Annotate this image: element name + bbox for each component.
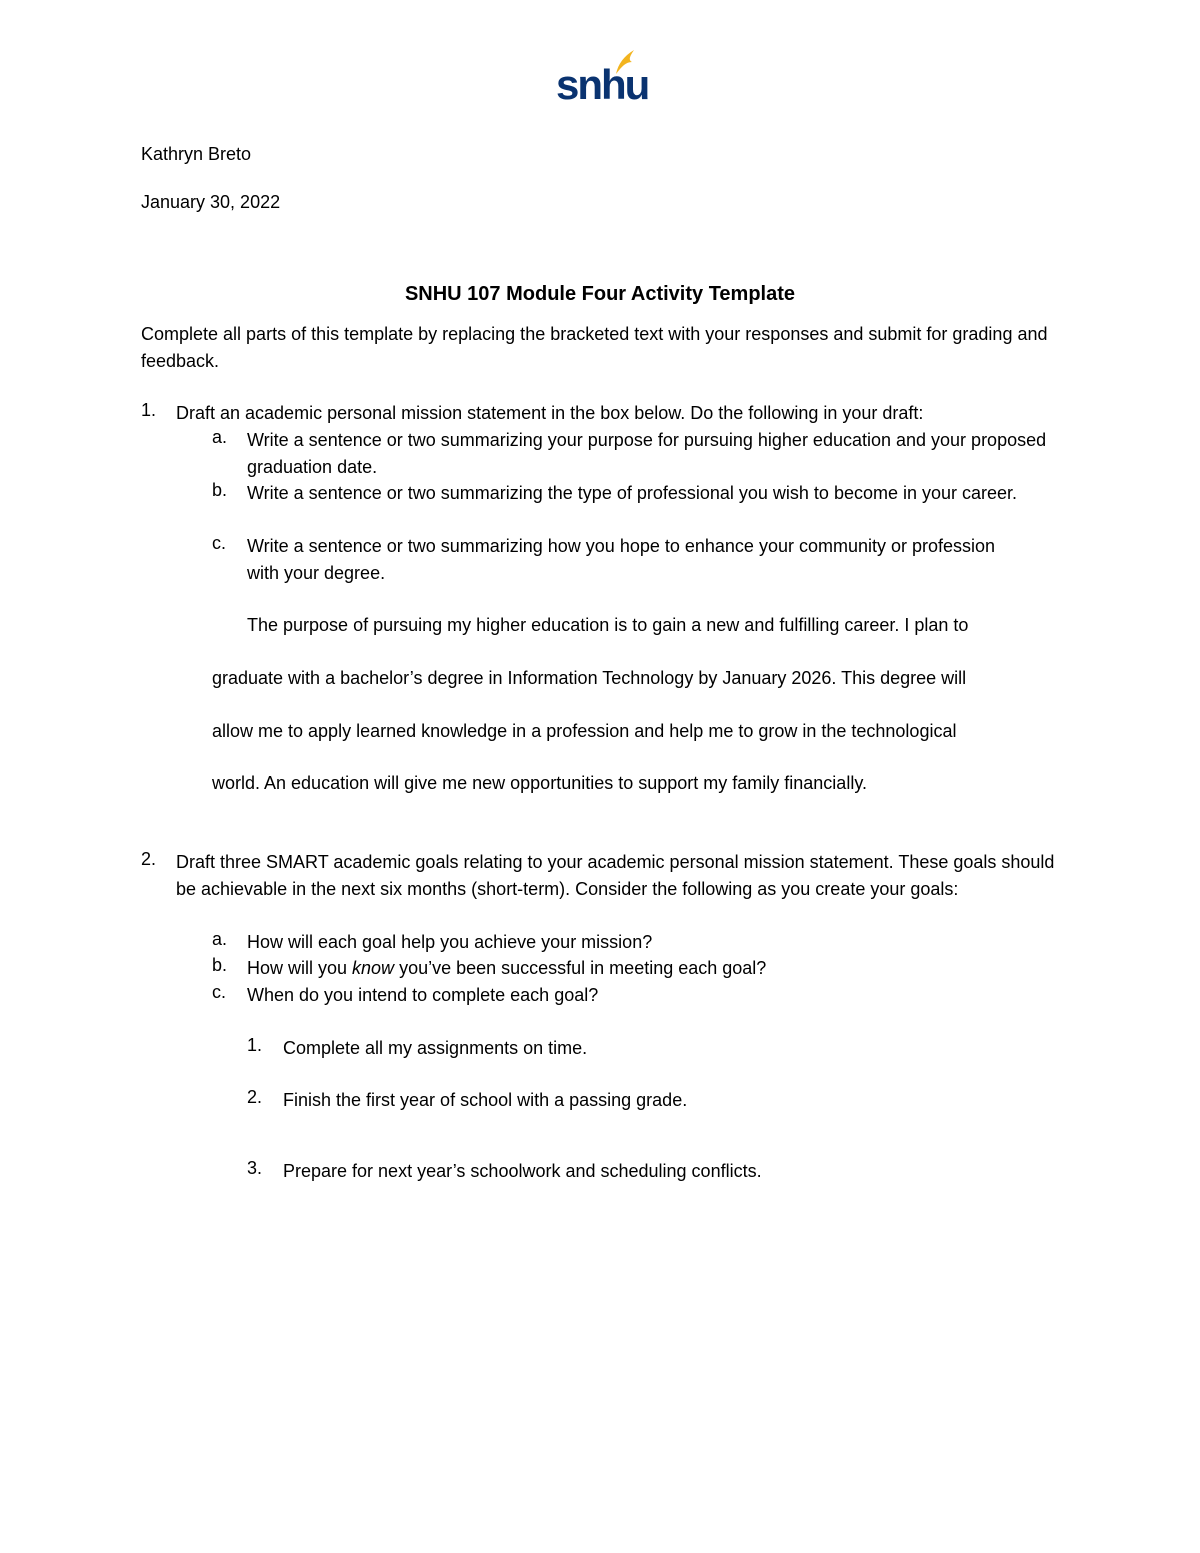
- goal-text: Finish the first year of school with a passing grade.: [283, 1090, 688, 1110]
- goal-number: 1.: [247, 1035, 263, 1055]
- goal-number: 3.: [247, 1158, 263, 1178]
- answer-line: allow me to apply learned knowledge in a profession and help me to grow in the technological: [212, 721, 957, 741]
- sub-letter: c.: [212, 982, 227, 1002]
- question-number: 1.: [141, 400, 157, 420]
- sub-letter: a.: [212, 427, 228, 447]
- page-title: SNHU 107 Module Four Activity Template: [404, 283, 796, 305]
- answer-line: The purpose of pursuing my higher education is to gain a new and fulfilling career. I plan to: [247, 615, 969, 635]
- answer-line: graduate with a bachelor’s degree in Information Technology by January 2026. This degree will: [212, 668, 967, 688]
- sub-letter: c.: [212, 533, 227, 553]
- document-date: January 30, 2022: [141, 192, 281, 212]
- sub-item-text: When do you intend to complete each goal?: [247, 985, 599, 1005]
- intro-paragraph: Complete all parts of this template by replacing the bracketed text with your responses and submit for grading and feedback.: [141, 324, 1048, 371]
- question-number: 2.: [141, 849, 157, 869]
- snhu-logo: [552, 48, 649, 110]
- logo-wordmark: snhu: [556, 61, 649, 108]
- goal-text: Complete all my assignments on time.: [283, 1038, 588, 1058]
- sub-letter: a.: [212, 929, 228, 949]
- author-name: Kathryn Breto: [141, 144, 252, 164]
- sub-letter: b.: [212, 480, 228, 500]
- sub-item-text: How will you know you’ve been successful in meeting each goal?: [247, 958, 767, 978]
- sub-item-text: Write a sentence or two summarizing your purpose for pursuing higher education and your proposed graduation date.: [247, 430, 1047, 477]
- sub-item-text: How will each goal help you achieve your mission?: [247, 932, 653, 952]
- sub-item-text: Write a sentence or two summarizing the type of professional you wish to become in your career.: [247, 483, 1018, 503]
- goal-text: Prepare for next year’s schoolwork and scheduling conflicts.: [283, 1161, 762, 1181]
- goal-number: 2.: [247, 1087, 263, 1107]
- question-text: Draft three SMART academic goals relating to your academic personal mission statement. These goals should be achievable in the next six months (short-term). Consider the following as you create your goals:: [176, 852, 1055, 899]
- answer-line: world. An education will give me new opportunities to support my family financially.: [212, 773, 867, 793]
- emphasis-know: know: [352, 958, 395, 978]
- sub-item-text: Write a sentence or two summarizing how you hope to enhance your community or profession with your degree.: [247, 536, 996, 583]
- sub-letter: b.: [212, 955, 228, 975]
- question-text: Draft an academic personal mission statement in the box below. Do the following in your draft:: [176, 403, 924, 423]
